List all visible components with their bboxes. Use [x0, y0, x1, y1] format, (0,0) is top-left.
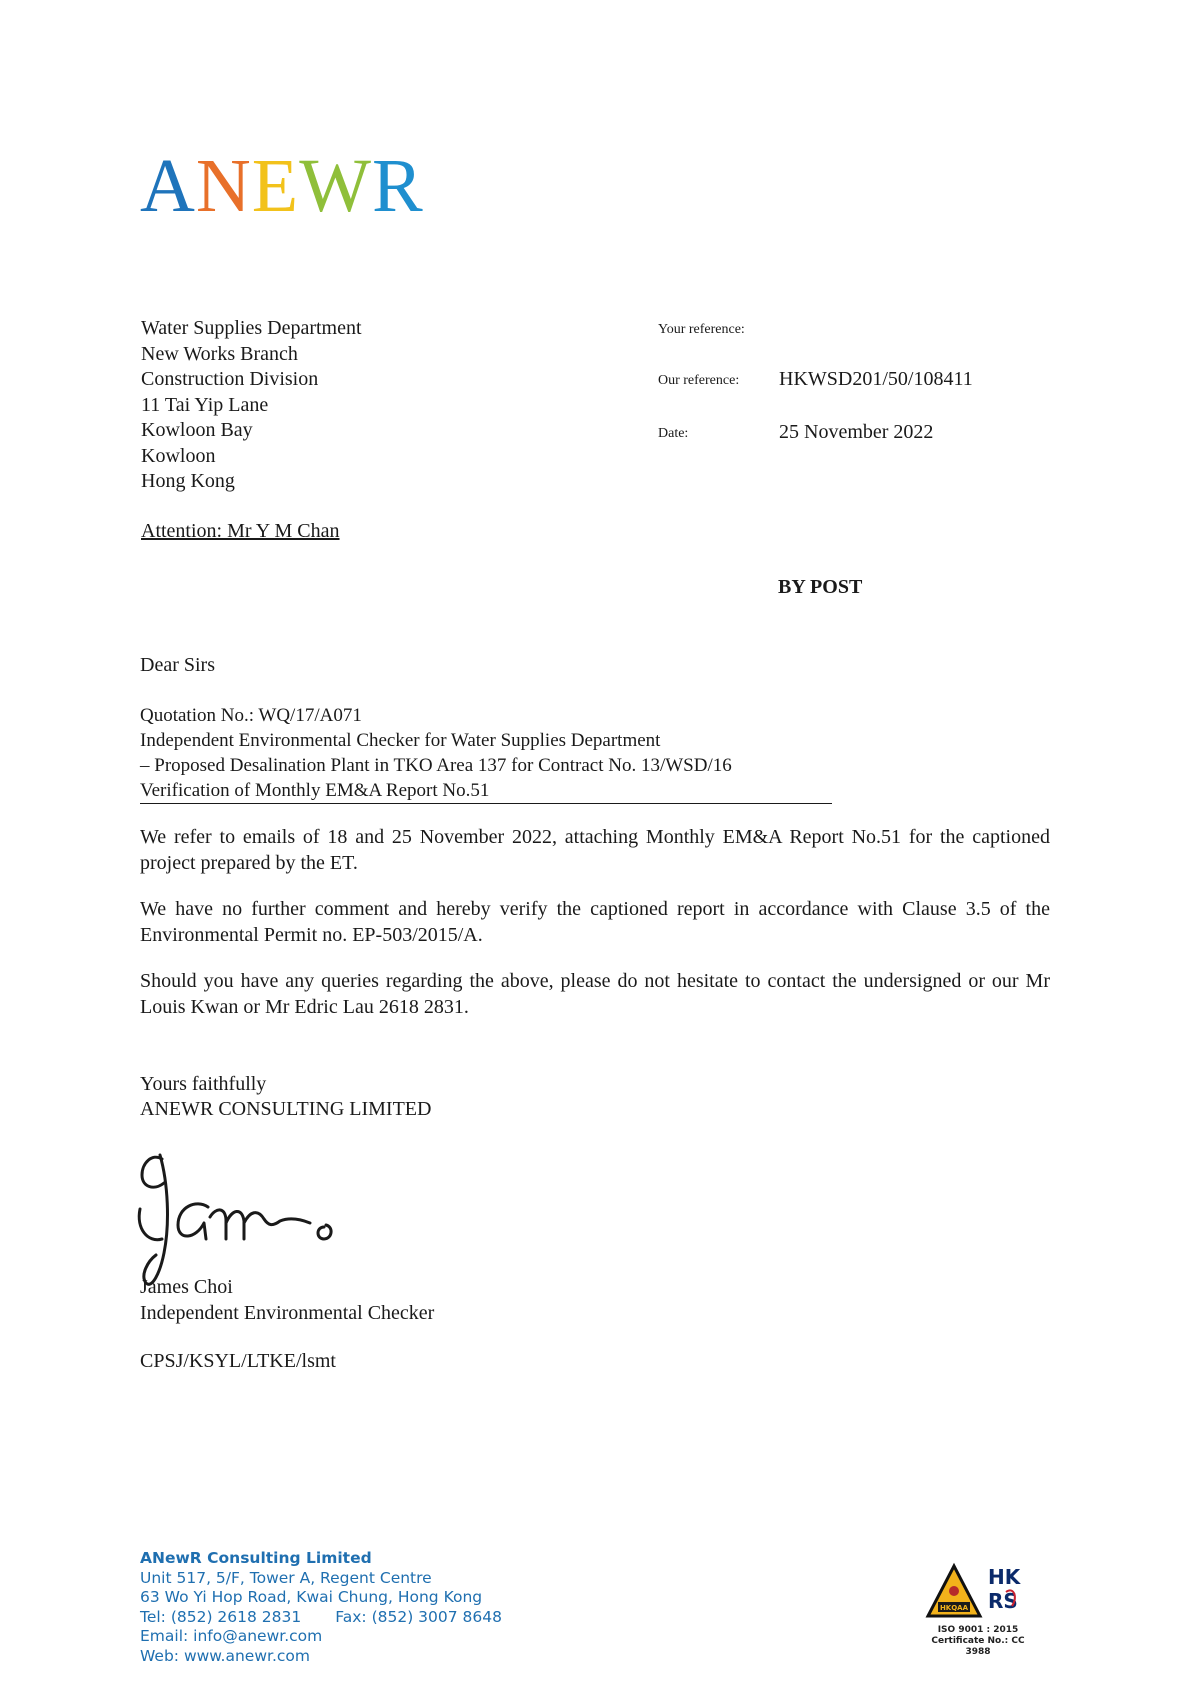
footer-tel: Tel: (852) 2618 2831: [140, 1607, 302, 1626]
footer-company: ANewR Consulting Limited: [140, 1549, 372, 1567]
logo-letter-n: N: [195, 144, 252, 228]
address-line: New Works Branch: [141, 342, 298, 365]
hkqaa-badge-text: HKQAA: [939, 1604, 969, 1612]
our-reference-label: Our reference:: [658, 373, 740, 388]
closing-block: [140, 1072, 431, 1122]
address-line: Kowloon Bay: [141, 419, 253, 441]
company-name: ANEWR CONSULTING LIMITED: [140, 1098, 432, 1120]
footer-email[interactable]: Email: info@anewr.com: [140, 1627, 323, 1645]
signer-title: Independent Environmental Checker: [140, 1301, 435, 1324]
subject-line: Quotation No.: WQ/17/A071: [140, 705, 362, 726]
date-value: 25 November 2022: [779, 421, 934, 443]
handwritten-signature: [134, 1143, 374, 1293]
logo-letter-a: A: [140, 144, 196, 228]
footer-contact: [140, 1549, 502, 1666]
signer-block: [140, 1275, 434, 1326]
address-line: Construction Division: [141, 368, 319, 390]
body-paragraph-1: We refer to emails of 18 and 25 November 2022, attaching Monthly EM&A Report No.51 for the captioned project prepared by the ET.: [140, 826, 1050, 874]
address-line: Kowloon: [141, 444, 216, 467]
footer-phone-row: [140, 1608, 502, 1628]
address-line: Water Supplies Department: [141, 317, 362, 339]
complimentary-close: Yours faithfully: [140, 1073, 267, 1095]
recipient-address: [141, 316, 362, 495]
certificate-number: Certificate No.: CC 3988: [931, 1636, 1025, 1657]
subject-line: – Proposed Desalination Plant in TKO Area 137 for Contract No. 13/WSD/16: [140, 755, 732, 776]
your-reference-label: Your reference:: [658, 322, 745, 337]
attention-line: Attention: Mr Y M Chan: [141, 520, 340, 542]
address-line: 11 Tai Yip Lane: [141, 393, 269, 416]
certification-mark: [918, 1558, 1038, 1658]
reference-initials: CPSJ/KSYL/LTKE/lsmt: [140, 1350, 336, 1372]
salutation: Dear Sirs: [140, 654, 215, 676]
footer-address-line: Unit 517, 5/F, Tower A, Regent Centre: [140, 1568, 432, 1587]
address-line: Hong Kong: [141, 470, 235, 492]
our-reference-value: HKWSD201/50/108411: [779, 368, 973, 390]
date-label: Date:: [658, 426, 689, 441]
certification-badge-icon: [918, 1558, 1038, 1620]
body-paragraph-2: We have no further comment and hereby verify the captioned report in accordance with Clause 3.5 of the Environmental Permit no. EP-503/2015/A.: [140, 898, 1050, 946]
logo-letter-w: W: [299, 144, 372, 228]
body-paragraph-3: Should you have any queries regarding the above, please do not hesitate to contact the undersigned or our Mr Louis Kwan or Mr Edric Lau 2618 2831.: [140, 970, 1050, 1018]
footer-address-line: 63 Wo Yi Hop Road, Kwai Chung, Hong Kong: [140, 1588, 483, 1606]
svg-text:HK: HK: [988, 1565, 1021, 1589]
delivery-method: BY POST: [778, 576, 863, 598]
subject-block: [140, 703, 832, 804]
logo-letter-e: E: [251, 144, 300, 228]
logo-letter-r: R: [371, 144, 424, 228]
subject-line: Independent Environmental Checker for Water Supplies Department: [140, 730, 661, 751]
footer-web[interactable]: Web: www.anewr.com: [140, 1646, 310, 1665]
svg-text:RS: RS: [988, 1589, 1018, 1613]
subject-line-underlined: Verification of Monthly EM&A Report No.51: [140, 779, 832, 804]
footer-fax: Fax: (852) 3007 8648: [335, 1607, 503, 1626]
company-logo: [140, 144, 424, 228]
signer-name: James Choi: [140, 1276, 233, 1298]
iso-standard: ISO 9001 : 2015: [937, 1625, 1019, 1635]
